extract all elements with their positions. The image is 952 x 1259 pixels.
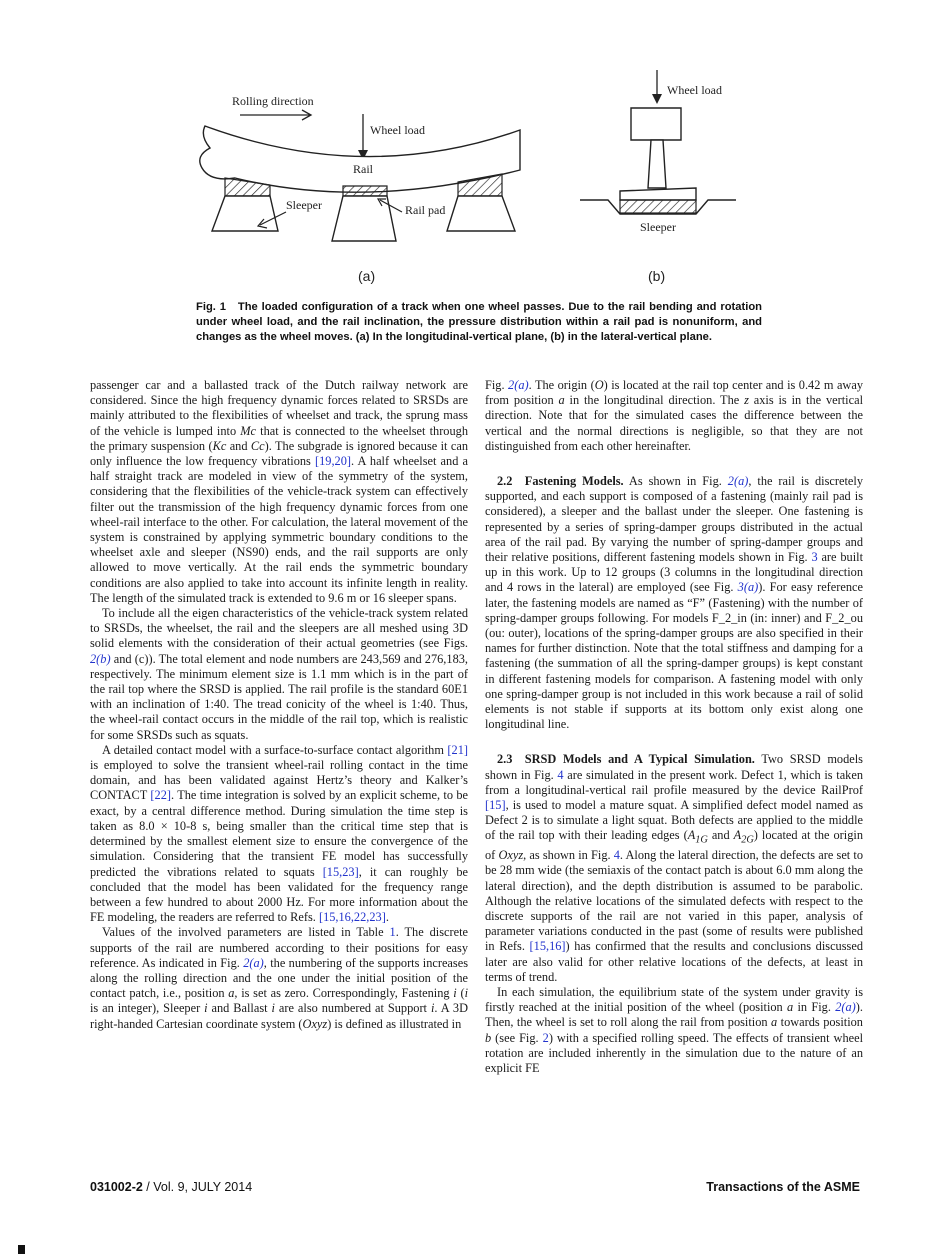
citation-link[interactable]: [22] <box>150 788 171 803</box>
figure-link[interactable]: 2(a) <box>727 474 749 489</box>
citation-link[interactable]: [19,20] <box>315 454 351 469</box>
citation-link[interactable]: [15] <box>485 798 506 813</box>
figure-1 <box>190 70 770 290</box>
panel-a-label: (a) <box>358 268 376 284</box>
citation-link[interactable]: [21] <box>447 742 468 757</box>
table-link[interactable]: 1 <box>389 925 396 940</box>
paragraph: To include all the eigen characteristics of the vehicle-track system related to SRSDs, the wheelset, the rail and the sleepers are all meshed using 3D solid elements with the consideration of their actual geometries (see Figs. 2(b) and (c)). The total element and node numbers are 243,569 and 276,183, respectively. The minimum element size is 1.1 mm which is in the part of the rail top where the SRSD is applied. The rail profile is the standard 60E1 with an inclination of 1:40. The tread conicity of the wheel is 1:40. Thus, the wheel-rail contact occurs in the middle of the rail top, which is realistic for some SRSDs such as squats. <box>90 606 468 742</box>
paragraph: In each simulation, the equilibrium state of the system under gravity is firstly reached at the initial position of the wheel (position a in Fig. 2(a)). Then, the wheel is set to roll along the rail from position a towards position b (see Fig. 2) with a specified rolling speed. The effects of transient wheel rotation are included inherently in the simulation due to the nature of an explicit FE <box>485 984 864 1075</box>
figure-link[interactable]: 4 <box>613 848 620 863</box>
paragraph: passenger car and a ballasted track of the Dutch railway network are considered. Since the high frequency dynamic forces related to SRSDs are mainly attributed to the flexibilities of wheelset and track, the sprung mass of the vehicle is lumped into Mc that is connected to the wheelset through the primary suspension (Kc and Cc). The subgrade is ignored because it can only influence the low frequency vibrations [19,20]. A half wheelset and a half straight track are modeled in view of the symmetry of the system, considering that the flexibilities of the vehicle-track system can effectively filter out the transmission of the high frequency dynamic forces from one wheel-rail interface to the other. For calculation, the lateral movement of the system is constrained by applying symmetric boundary conditions to the wheelset axle and sleeper (NS90) ends, and the rail supports are only allowed to move vertically. At the rail ends the symmetric boundary conditions are also applied to take into account its infinite length in reality. The length of the simulated track is extended to 9.6 m or 16 sleeper spans. <box>90 378 469 605</box>
section-2-2: 2.2 Fastening Models. As shown in Fig. 2(a), the rail is discretely supported, and each support is composed of a fastening (mainly rail pad is considered), a sleeper and the ballast under the sleeper. One fastening is represented by a series of spring-damper groups distributed in the actual area of the rail pad. By varying the number of spring-damper groups and their relative positions, different fastening models shown in Fig. 3 are built up in this work. Up to 12 groups (3 columns in the longitudinal direction and 4 rows in the lateral) are employed (see Fig. 3(a)). For easy reference later, the fastening models are named as “F” (Fastening) with the number of spring-damper groups following. For models F_2_in (in: inner) and F_2_ou (ou: outer), locations of the spring-damper groups are also specified in their names for further distinction. Note that the total stiffness and damping for a fastening (the summation of all the spring-damper groups) is kept constant in different fastening models for comparison. A fastening model with only one spring-damper group is not included in this work because a rail of solid elements is not stable if supports at its bottom only exist along one longitudinal line. <box>485 474 863 732</box>
caption-label: Fig. 1 <box>196 301 226 313</box>
figure-link[interactable]: 2(a) <box>508 378 529 392</box>
figure-link[interactable]: 3 <box>811 550 818 565</box>
section-2-3: 2.3 SRSD Models and A Typical Simulation. Two SRSD models shown in Fig. 4 are simulated in the present work. Defect 1, which is taken from a longitudinal-vertical rail profile measured by the device RailProf [15], is used to model a mature squat. A simplified defect model named as Defect 2 is to simulate a light squat. Both defects are applied to the middle of the rail top with their leading edges ($A_{1G}$ and $A_{2G}$) located at the origin of Oxyz, as shown in Fig. 4. Along the lateral direction, the defects are set to be 28 mm wide (the semiaxis of the contact patch is about 6.0 mm along the lateral direction), and the depth distribution is assumed to be parabolic. Although the relative locations of the simulated defects with respect to the discrete supports of the rail are not varied in this paper, analysis of parameter variations conducted in the past (some of results were published in Refs. [15,16]) has confirmed that the results and conclusions discussed later are also valid for other relative locations of the defects, at least in terms of trend. <box>485 752 863 984</box>
citation-link[interactable]: [15,16,22,23] <box>318 910 386 925</box>
paragraph: Values of the involved parameters are listed in Table 1. The discrete supports of the rail are numbered according to their positions for easy reference. As indicated in Fig. 2(a), the numbering of the supports increases along the rolling direction and the one under the initial position of the contact patch, i.e., position a, is set as zero. Correspondingly, Fastening i (i is an integer), Sleeper i and Ballast i are also numbered at Support i. A 3D right-handed Cartesian coordinate system (Oxyz) is defined as illustrated in <box>90 925 469 1031</box>
wheel-load-label-b: Wheel load <box>667 83 722 97</box>
figure-link[interactable]: 3(a) <box>737 580 759 595</box>
citation-link[interactable]: [15,16] <box>529 939 566 954</box>
journal-name: Transactions of the ASME <box>706 1180 860 1194</box>
figure-link[interactable]: 2 <box>542 1030 549 1045</box>
right-column <box>485 378 863 1076</box>
page-footer-left <box>90 1180 252 1194</box>
paragraph: Fig. 2(a). The origin (O) is located at the rail top center and is 0.42 m away from position a in the longitudinal direction. The z axis is in the vertical direction. Note that for the simulated cases the difference between the vertical and the normal directions is negligible, so that they are not distinguished from each other hereinafter. <box>485 378 863 453</box>
wheel-load-label-a: Wheel load <box>370 123 425 137</box>
figure-link[interactable]: 2(a) <box>243 955 264 970</box>
figure-link[interactable]: 4 <box>557 767 564 782</box>
paragraph: A detailed contact model with a surface-to-surface contact algorithm [21] is employed to solve the transient wheel-rail rolling contact in the time domain, and has been validated against Hertz’s theory and Kalker’s CONTACT [22]. The time integration is solved by an explicit scheme, to be exact, by a central difference method. During simulation the time step is taken as 8.0 × 10-8 s, being smaller than the critical time step that is determined by the smallest element size to ensure the convergence of the simulation. Considering that the transient FE model has successfully predicted the vibrations related to squats [15,23], it can roughly be concluded that the model has been validated for the frequency range between a few hundred to about 2000 Hz. For more information about the FE modeling, the readers are referred to Refs. [15,16,22,23]. <box>90 742 468 925</box>
sleeper-label-a: Sleeper <box>286 198 322 212</box>
left-column <box>90 378 468 1032</box>
figure-link[interactable]: 2(a) <box>835 1000 856 1015</box>
rail-label: Rail <box>353 162 373 176</box>
section-heading: 2.2 Fastening Models. <box>497 474 624 489</box>
figure-link[interactable]: 2(b) <box>90 651 111 666</box>
sleeper-label-b: Sleeper <box>640 220 676 234</box>
citation-link[interactable]: [15,23] <box>322 864 359 879</box>
caption-text: The loaded configuration of a track when one wheel passes. Due to the rail bending and rotation under wheel load, and the rail inclination, the pressure distribution within a rail pad is nonuniform, and changes as the wheel moves. (a) In the longitudinal-vertical plane, (b) in the lateral-vertical plane. <box>196 301 762 343</box>
page-number: 031002-2 <box>90 1180 143 1194</box>
footer-separator: / <box>142 1180 154 1194</box>
volume-info: Vol. 9, JULY 2014 <box>153 1180 253 1194</box>
corner-mark-icon <box>18 1245 25 1254</box>
panel-b-label: (b) <box>648 268 666 284</box>
section-heading: 2.3 SRSD Models and A Typical Simulation. <box>497 752 755 767</box>
figure-caption <box>196 300 762 345</box>
rolling-direction-label: Rolling direction <box>232 94 314 108</box>
rail-pad-label: Rail pad <box>405 203 446 217</box>
